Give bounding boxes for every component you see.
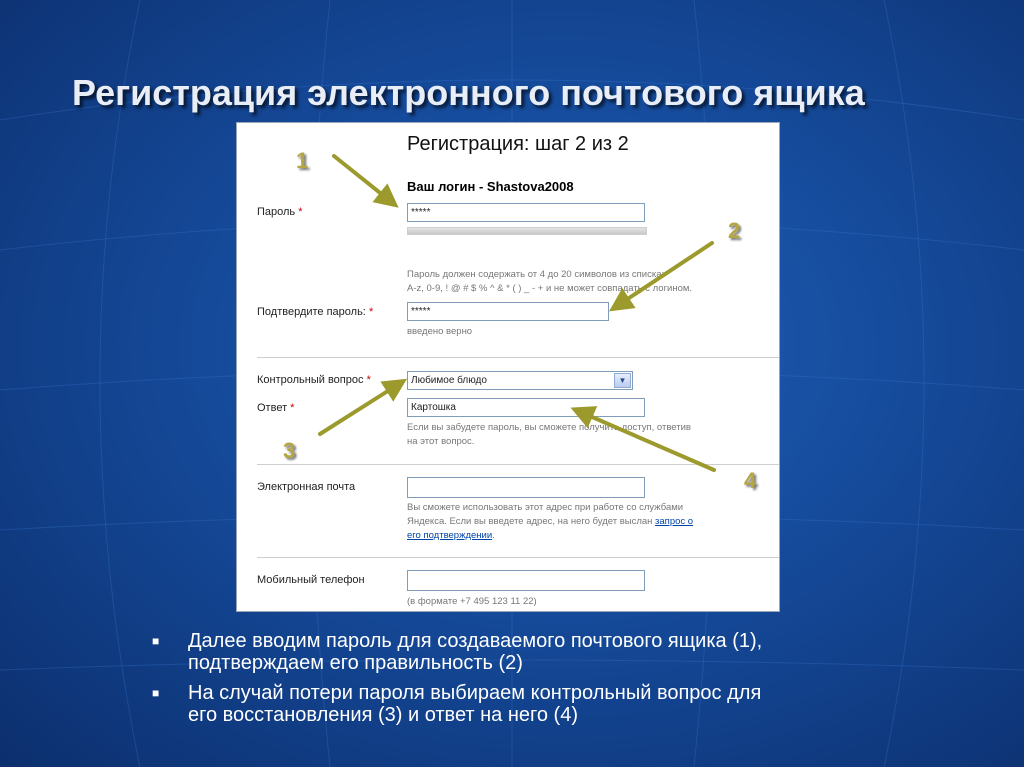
security-question-label: Контрольный вопрос * bbox=[257, 374, 371, 386]
separator bbox=[257, 357, 780, 358]
confirmation-request-link[interactable]: запрос о bbox=[655, 516, 694, 527]
bullet-icon: ■ bbox=[152, 686, 160, 700]
chevron-down-icon[interactable]: ▼ bbox=[614, 373, 631, 388]
email-label: Электронная почта bbox=[257, 481, 356, 493]
marker-4: 4 bbox=[744, 468, 757, 493]
separator bbox=[257, 557, 780, 558]
marker-2: 2 bbox=[728, 218, 741, 243]
confirm-password-input[interactable]: ***** bbox=[407, 302, 609, 321]
bullet-list bbox=[150, 630, 970, 734]
bullet-item: ■ На случай потери пароля выбираем контрольный вопрос для его восстановления (3) и ответ на него (4) bbox=[152, 682, 762, 726]
bullet-icon: ■ bbox=[152, 634, 160, 648]
password-strength-bar bbox=[407, 227, 647, 235]
registration-form-screenshot bbox=[236, 122, 780, 612]
email-hint: Вы сможете использовать этот адрес при работе со службами Яндекса. Если вы введете адрес, на него будет выслан запрос о его подтверждении. bbox=[407, 502, 694, 541]
separator bbox=[257, 464, 780, 465]
password-hint: Пароль должен содержать от 4 до 20 символов из списка: A-z, 0-9, ! @ # $ % ^ & * ( ) _ - + и не может совпадать с логином. bbox=[407, 269, 693, 294]
password-input[interactable]: ***** bbox=[407, 203, 645, 222]
security-question-select[interactable]: Любимое блюдо ▼ bbox=[407, 371, 633, 390]
marker-3: 3 bbox=[283, 438, 296, 463]
form-heading: Регистрация: шаг 2 из 2 bbox=[407, 133, 629, 155]
answer-input[interactable]: Картошка bbox=[407, 398, 645, 417]
phone-label: Мобильный телефон bbox=[257, 574, 365, 586]
confirm-password-label: Подтвердите пароль: * bbox=[257, 306, 374, 318]
phone-hint: (в формате +7 495 123 11 22) bbox=[407, 596, 537, 607]
answer-label: Ответ * bbox=[257, 402, 295, 414]
bullet-item: ■ Далее вводим пароль для создаваемого почтового ящика (1), подтверждаем его правильность (2) bbox=[152, 630, 763, 674]
confirm-status: введено верно bbox=[407, 326, 473, 337]
marker-1: 1 bbox=[296, 148, 309, 173]
confirmation-request-link-cont[interactable]: его подтверждении bbox=[407, 530, 493, 541]
login-line: Ваш логин - Shastova2008 bbox=[407, 179, 574, 194]
phone-input[interactable] bbox=[407, 570, 645, 591]
email-input[interactable] bbox=[407, 477, 645, 498]
slide-title: Регистрация электронного почтового ящика bbox=[72, 72, 865, 113]
password-label: Пароль * bbox=[257, 206, 303, 218]
answer-hint: Если вы забудете пароль, вы сможете получить доступ, ответив на этот вопрос. bbox=[407, 422, 691, 447]
